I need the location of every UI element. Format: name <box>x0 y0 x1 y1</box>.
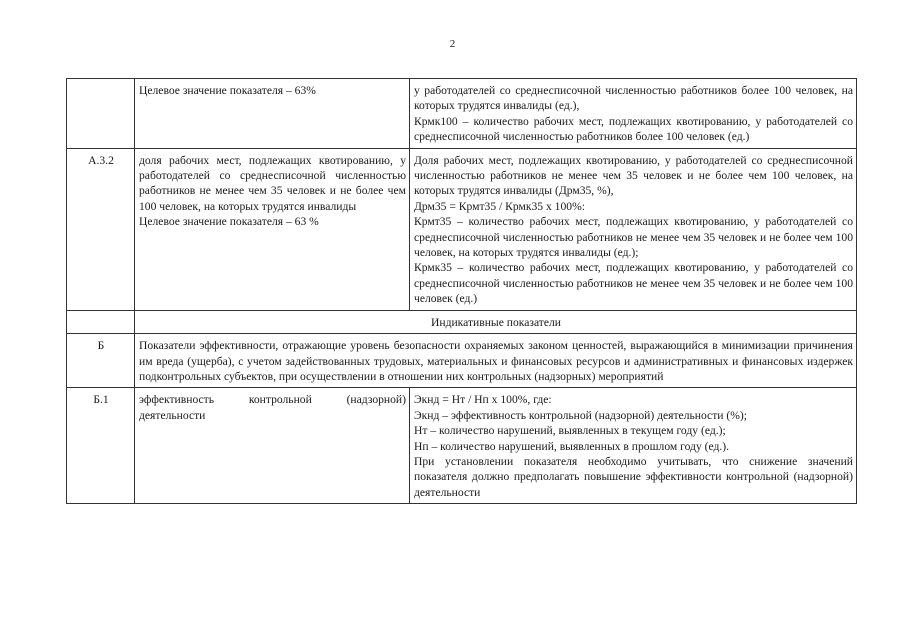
row-code <box>67 310 135 333</box>
indicator-formula <box>410 148 857 310</box>
section-title: Индикативные показатели <box>135 310 857 333</box>
formula-line: Крмк35 – количество рабочих мест, подлежащих квотированию, у работодателей со среднесписочной численностью работников не менее чем 35 человек и не более чем 100 человек (ед.) <box>414 261 853 306</box>
table-row <box>67 148 857 310</box>
row-code: Б <box>67 334 135 388</box>
table-row <box>67 79 857 149</box>
formula-line: Дрм35 = Крмт35 / Крмк35 х 100%: <box>414 199 585 213</box>
indicator-name: эффективность контрольной (надзорной) деятельности <box>135 388 410 504</box>
formula-line: Нт – количество нарушений, выявленных в текущем году (ед.); <box>414 424 726 438</box>
table-row <box>67 388 857 504</box>
formula-line: Крмт35 – количество рабочих мест, подлежащих квотированию, у работодателей со среднесписочной численностью работников не менее чем 35 человек и не более чем 100 человек, на которых трудятся инвалиды (ед.); <box>414 215 853 260</box>
indicators-table <box>66 78 857 504</box>
page-number: 2 <box>449 38 456 50</box>
row-code: Б.1 <box>67 388 135 504</box>
formula-line: Экнд – эффективность контрольной (надзорной) деятельности (%); <box>414 408 747 422</box>
group-description: Показатели эффективности, отражающие уровень безопасности охраняемых законом ценностей, выражающийся в минимизации причинения им вреда (ущерба), с учетом задействованных трудовых, материальных и финансовых ресурсов и административных и финансовых издержек подконтрольных субъектов, при осуществлении в отношении них контрольных (надзорных) мероприятий <box>135 334 857 388</box>
table-row <box>67 310 857 333</box>
table-row <box>67 334 857 388</box>
indicator-name: Целевое значение показателя – 63% <box>135 79 410 149</box>
indicator-name: доля рабочих мест, подлежащих квотированию, у работодателей со среднесписочной численностью работников не менее чем 35 человек и не более чем 100 человек, на которых трудятся инвалиды <box>139 153 406 213</box>
indicator-formula <box>410 388 857 504</box>
formula-line: Экнд = Нт / Нп х 100%, где: <box>414 393 552 407</box>
formula-line: Доля рабочих мест, подлежащих квотированию, у работодателей со среднесписочной численностью работников не менее чем 35 человек и не более чем 100 человек, на которых трудятся инвалиды (Дрм35, %), <box>414 153 853 198</box>
indicator-target: Целевое значение показателя – 63 % <box>139 215 319 229</box>
indicator-formula <box>410 79 857 149</box>
indicator-name-cell <box>135 148 410 310</box>
row-code: А.3.2 <box>67 148 135 310</box>
row-code <box>67 79 135 149</box>
formula-line: Крмк100 – количество рабочих мест, подлежащих квотированию, у работодателей со среднесписочной численностью работников более 100 человек (ед.) <box>414 114 853 144</box>
formula-line: При установлении показателя необходимо учитывать, что снижение значений показателя должно предполагать повышение эффективности контрольной (надзорной) деятельности <box>414 454 853 499</box>
formula-line: Нп – количество нарушений, выявленных в прошлом году (ед.). <box>414 439 730 453</box>
formula-line: у работодателей со среднесписочной численностью работников более 100 человек, на которых трудятся инвалиды (ед.), <box>414 84 853 113</box>
